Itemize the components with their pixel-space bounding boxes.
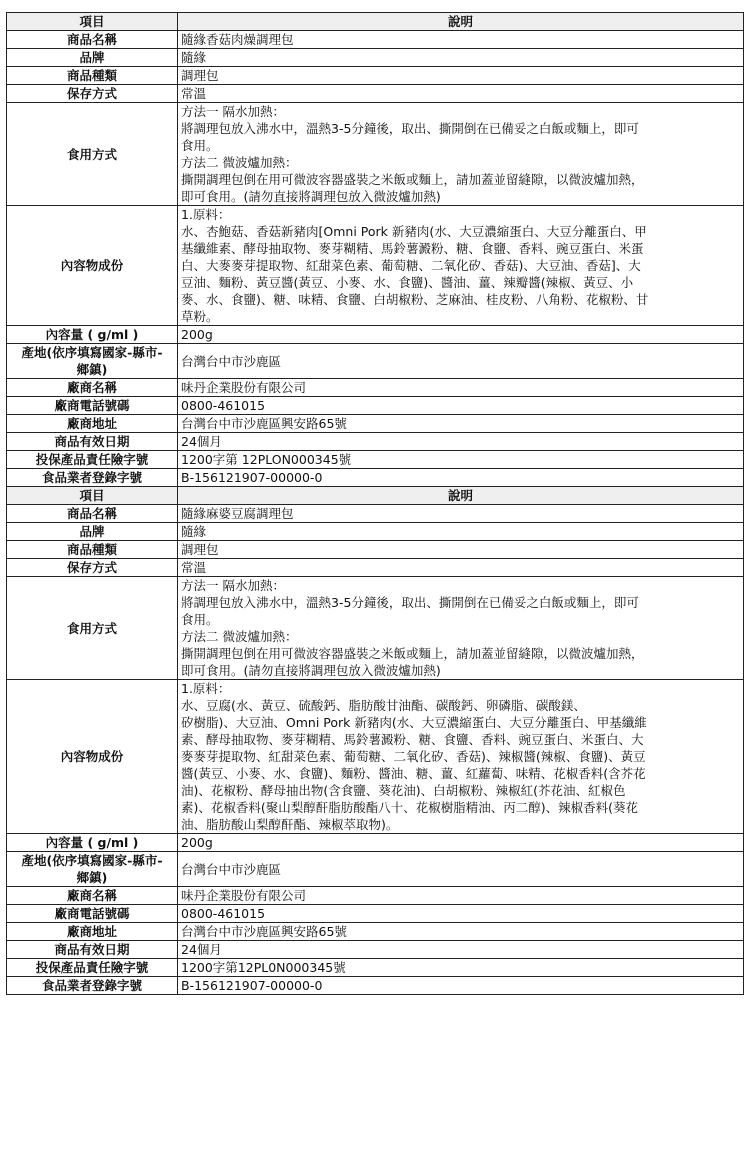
label-registration: 食品業者登錄字號 [7, 469, 178, 487]
ingredients-line: 草粉。 [181, 309, 219, 324]
label-content: 內容量 ( g/ml ) [7, 834, 178, 852]
value-origin: 台灣台中市沙鹿區 [178, 344, 744, 379]
value-usage [178, 577, 744, 680]
row-phone [7, 397, 744, 415]
value-registration: B-156121907-00000-0 [178, 977, 744, 995]
ingredients-line: 素)、花椒香料(聚山梨醇酐脂肪酸酯八十、花椒樹脂精油、丙二醇)、辣椒香料(葵花 [181, 800, 639, 815]
value-brand: 隨緣 [178, 523, 744, 541]
ingredients-line: 水、豆腐(水、黃豆、硫酸鈣、脂肪酸甘油酯、碳酸鈣、卵磷脂、碳酸鎂、 [181, 698, 586, 713]
ingredients-line: 矽樹脂)、大豆油、Omni Pork 新豬肉(水、大豆濃縮蛋白、大豆分離蛋白、甲基纖維 [181, 715, 647, 730]
usage-line: 食用。 [181, 138, 219, 153]
value-insurance: 1200字第 12PLON000345號 [178, 451, 744, 469]
header-item: 項目 [7, 13, 178, 31]
usage-line: 方法一 隔水加熱： [181, 104, 285, 119]
label-type: 商品種類 [7, 67, 178, 85]
label-name: 商品名稱 [7, 505, 178, 523]
ingredients-line: 1.原料： [181, 207, 231, 222]
label-content: 內容量 ( g/ml ) [7, 326, 178, 344]
row-usage [7, 103, 744, 206]
row-phone [7, 905, 744, 923]
value-name: 隨緣麻婆豆腐調理包 [178, 505, 744, 523]
usage-line: 即可食用。(請勿直接將調理包放入微波爐加熱) [181, 189, 441, 204]
row-content [7, 834, 744, 852]
origin-label-line: 鄉鎮) [76, 362, 108, 377]
label-ingredients: 內容物成份 [7, 206, 178, 326]
value-ingredients [178, 206, 744, 326]
label-storage: 保存方式 [7, 559, 178, 577]
value-origin: 台灣台中市沙鹿區 [178, 852, 744, 887]
product-table-1 [6, 12, 744, 487]
row-brand [7, 49, 744, 67]
value-content: 200g [178, 326, 744, 344]
row-maker [7, 379, 744, 397]
origin-label-line: 鄉鎮) [76, 870, 108, 885]
row-maker [7, 887, 744, 905]
value-phone: 0800-461015 [178, 397, 744, 415]
value-ingredients [178, 680, 744, 834]
row-address [7, 415, 744, 433]
row-storage [7, 85, 744, 103]
ingredients-line: 醬(黃豆、小麥、水、食鹽)、麵粉、醬油、糖、薑、紅蘿蔔、味精、花椒香料(含芥花 [181, 766, 646, 781]
label-ingredients: 內容物成份 [7, 680, 178, 834]
label-insurance: 投保產品責任險字號 [7, 959, 178, 977]
row-origin [7, 852, 744, 887]
label-insurance: 投保產品責任險字號 [7, 451, 178, 469]
row-brand [7, 523, 744, 541]
value-insurance: 1200字第12PL0N000345號 [178, 959, 744, 977]
usage-line: 方法二 微波爐加熱： [181, 155, 298, 170]
product-table-2 [6, 486, 744, 995]
label-registration: 食品業者登錄字號 [7, 977, 178, 995]
usage-line: 將調理包放入沸水中，溫熱3-5分鐘後，取出、撕開倒在已備妥之白飯或麵上，即可 [181, 121, 639, 136]
usage-line: 即可食用。(請勿直接將調理包放入微波爐加熱) [181, 663, 441, 678]
header-row [7, 13, 744, 31]
row-ingredients [7, 206, 744, 326]
row-origin [7, 344, 744, 379]
row-name [7, 31, 744, 49]
usage-line: 撕開調理包倒在用可微波容器盛裝之米飯或麵上，請加蓋並留縫隙，以微波爐加熱， [181, 646, 644, 661]
ingredients-line: 麥麥芽提取物、紅甜菜色素、葡萄糖、二氧化矽、香菇)、辣椒醬(辣椒、食鹽)、黃豆 [181, 749, 646, 764]
row-registration [7, 469, 744, 487]
usage-line: 食用。 [181, 612, 219, 627]
label-address: 廠商地址 [7, 415, 178, 433]
value-maker: 味丹企業股份有限公司 [178, 379, 744, 397]
usage-line: 方法一 隔水加熱： [181, 578, 285, 593]
label-brand: 品牌 [7, 49, 178, 67]
label-origin [7, 344, 178, 379]
row-usage [7, 577, 744, 680]
label-shelf-life: 商品有效日期 [7, 941, 178, 959]
header-desc: 說明 [178, 13, 744, 31]
ingredients-line: 基纖維素、酵母抽取物、麥芽糊精、馬鈴薯澱粉、糖、食鹽、香料、豌豆蛋白、米蛋 [181, 241, 644, 256]
row-content [7, 326, 744, 344]
ingredients-line: 油、脂肪酸山梨醇酐酯、辣椒萃取物)。 [181, 817, 399, 832]
ingredients-line: 素、酵母抽取物、麥芽糊精、馬鈴薯澱粉、糖、食鹽、香料、豌豆蛋白、米蛋白、大 [181, 732, 644, 747]
ingredients-line: 麥、水、食鹽)、糖、味精、食鹽、白胡椒粉、芝麻油、桂皮粉、八角粉、花椒粉、甘 [181, 292, 649, 307]
row-storage [7, 559, 744, 577]
value-address: 台灣台中市沙鹿區興安路65號 [178, 923, 744, 941]
value-content: 200g [178, 834, 744, 852]
label-type: 商品種類 [7, 541, 178, 559]
value-brand: 隨緣 [178, 49, 744, 67]
origin-label-line: 產地(依序填寫國家-縣市- [21, 345, 163, 360]
row-shelf-life [7, 433, 744, 451]
label-maker: 廠商名稱 [7, 887, 178, 905]
ingredients-line: 白、大麥麥芽提取物、紅甜菜色素、葡萄糖、二氧化矽、香菇)、大豆油、香菇]、大 [181, 258, 641, 273]
header-desc: 說明 [178, 487, 744, 505]
usage-line: 撕開調理包倒在用可微波容器盛裝之米飯或麵上，請加蓋並留縫隙，以微波爐加熱， [181, 172, 644, 187]
usage-line: 將調理包放入沸水中，溫熱3-5分鐘後，取出、撕開倒在已備妥之白飯或麵上，即可 [181, 595, 639, 610]
value-phone: 0800-461015 [178, 905, 744, 923]
row-insurance [7, 451, 744, 469]
label-brand: 品牌 [7, 523, 178, 541]
row-insurance [7, 959, 744, 977]
row-shelf-life [7, 941, 744, 959]
ingredients-line: 油)、花椒粉、酵母抽出物(含食鹽、葵花油)、白胡椒粉、辣椒紅(芥花油、紅椒色 [181, 783, 626, 798]
origin-label-line: 產地(依序填寫國家-縣市- [21, 853, 163, 868]
label-phone: 廠商電話號碼 [7, 905, 178, 923]
value-storage: 常溫 [178, 85, 744, 103]
label-address: 廠商地址 [7, 923, 178, 941]
row-address [7, 923, 744, 941]
ingredients-line: 豆油、麵粉、黃豆醬(黃豆、小麥、水、食鹽)、醬油、薑、辣瓣醬(辣椒、黃豆、小 [181, 275, 634, 290]
value-shelf-life: 24個月 [178, 941, 744, 959]
usage-line: 方法二 微波爐加熱： [181, 629, 298, 644]
value-shelf-life: 24個月 [178, 433, 744, 451]
label-shelf-life: 商品有效日期 [7, 433, 178, 451]
label-phone: 廠商電話號碼 [7, 397, 178, 415]
header-row [7, 487, 744, 505]
label-usage: 食用方式 [7, 103, 178, 206]
header-item: 項目 [7, 487, 178, 505]
product-spec-sheet [6, 12, 744, 995]
value-type: 調理包 [178, 541, 744, 559]
value-type: 調理包 [178, 67, 744, 85]
label-usage: 食用方式 [7, 577, 178, 680]
label-storage: 保存方式 [7, 85, 178, 103]
label-maker: 廠商名稱 [7, 379, 178, 397]
row-registration [7, 977, 744, 995]
row-type [7, 541, 744, 559]
value-storage: 常溫 [178, 559, 744, 577]
label-origin [7, 852, 178, 887]
ingredients-line: 1.原料： [181, 681, 231, 696]
ingredients-line: 水、杏鮑菇、香菇新豬肉[Omni Pork 新豬肉(水、大豆濃縮蛋白、大豆分離蛋白、甲 [181, 224, 647, 239]
value-maker: 味丹企業股份有限公司 [178, 887, 744, 905]
label-name: 商品名稱 [7, 31, 178, 49]
row-type [7, 67, 744, 85]
value-usage [178, 103, 744, 206]
value-registration: B-156121907-00000-0 [178, 469, 744, 487]
row-ingredients [7, 680, 744, 834]
value-name: 隨緣香菇肉燥調理包 [178, 31, 744, 49]
row-name [7, 505, 744, 523]
value-address: 台灣台中市沙鹿區興安路65號 [178, 415, 744, 433]
